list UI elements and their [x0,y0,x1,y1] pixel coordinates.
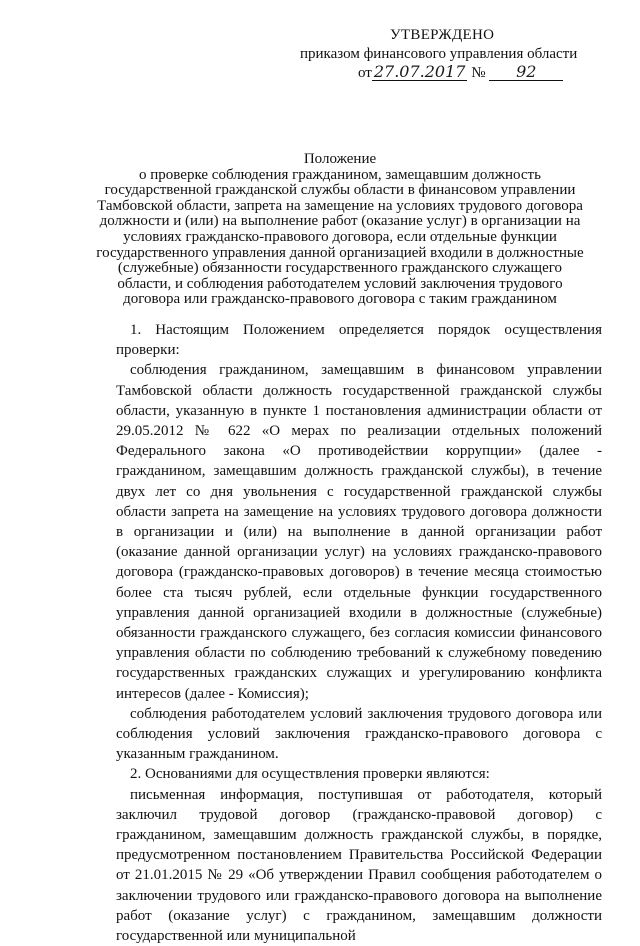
paragraph-1: 1. Настоящим Положением определяется порядок осуществления проверки: [116,322,602,359]
title-line: договора или гражданско-правового договора с таким гражданином [123,291,557,308]
approval-order-line: приказом финансового управления области [300,46,578,62]
approval-title: УТВЕРЖДЕНО [390,27,495,43]
approval-stamp [300,26,600,83]
number-label: № [471,65,486,81]
title-heading: Положение [303,151,377,167]
title-line: области, и соблюдения работодателем условий заключения трудового [117,275,563,292]
document-body [116,320,602,946]
handwritten-number: 92 [489,64,563,81]
title-line: государственной гражданской службы области в финансовом управлении [104,182,576,199]
paragraph-2: соблюдения гражданином, замещавшим в финансовом управлении Тамбовской области должность государственной гражданской службы области, указанную в пункте 1 постановления администрации области от 29.05.2012 № 622 «О мерах по реализации отдельных положений Федерального закона «О противодействии коррупции» (далее - гражданином, замещавшим должность гражданской службы), в течение двух лет со дня увольнения с государственной гражданской службы области запрета на замещение на условиях трудового договора должности в организации и (или) на выполнение в данной организации работ (оказание данной организации услуг) на условиях гражданско-правового договора (гражданско-правовых договоров) в течение месяца стоимостью более ста тысяч рублей, если отдельные функции государственного управления данной организацией входили в должностные (служебные) обязанности гражданского служащего, без согласия комиссии финансового управления области по соблюдению требований к служебному поведению государственных гражданских служащих и урегулированию конфликта интересов (далее - Комиссия); [116,362,602,702]
title-line: должности и (или) на выполнение работ (оказание услуг) в организации на [99,213,581,230]
paragraph-4: 2. Основаниями для осуществления проверки являются: [130,766,490,783]
title-line: государственного управления данной организацией входили в должностные [96,244,584,261]
document-title [80,152,600,308]
approval-date-number [300,64,600,83]
from-label: от [358,65,372,81]
paragraph-3: соблюдения работодателем условий заключения трудового договора или соблюдения условий заключения гражданско-правового договора с указанным гражданином. [116,705,602,763]
title-line: о проверке соблюдения гражданином, замещавшим должность [139,166,541,183]
handwritten-date: 27.07.2017 [373,62,466,81]
title-line: Тамбовской области, запрета на замещение на условиях трудового договора [97,197,583,214]
title-line: условиях гражданско-правового договора, если отдельные функции [123,228,557,245]
paragraph-5: письменная информация, поступившая от работодателя, который заключил трудовой договор (гражданско-правовой договор) с гражданином, замещавшим должность гражданской службы, в порядке, предусмотренном постановлением Правительства Российской Федерации от 21.01.2015 № 29 «Об утверждении Правил сообщения работодателем о заключении трудового или гражданско-правового договора на выполнение работ (оказание услуг) с гражданином, замещавшим должности государственной или муниципальной [116,786,602,945]
title-line: (служебные) обязанности государственного гражданского служащего [117,260,563,277]
